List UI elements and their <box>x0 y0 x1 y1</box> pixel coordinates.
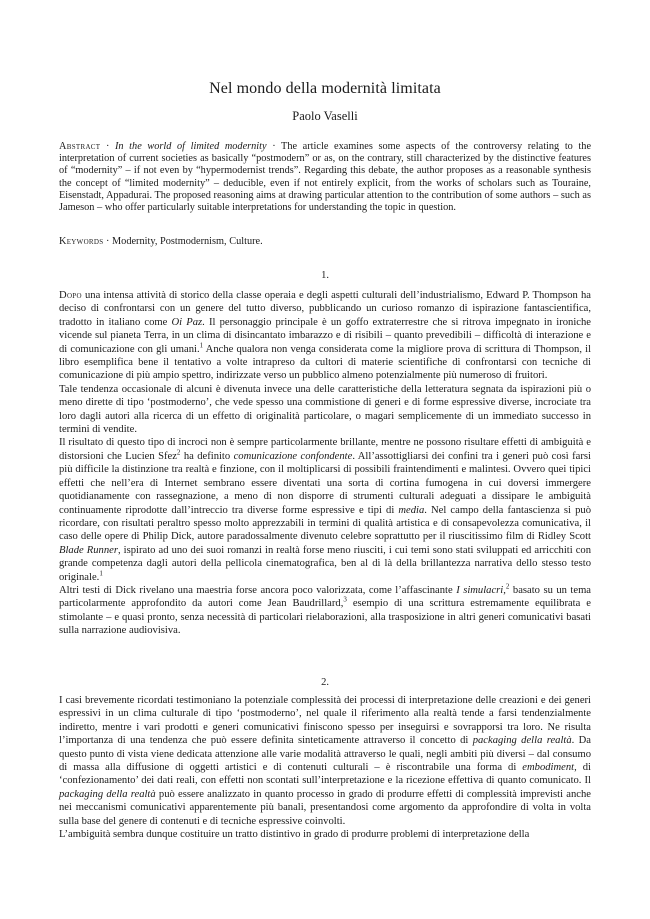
paragraph-dropcap: Dopo <box>59 290 82 301</box>
text-run: basato su un tema particolarmente approfondito da autori come Jean Baudrillard, <box>59 584 592 610</box>
italic-run: embodiment <box>522 762 575 774</box>
text-run: una intensa attività di storico della classe operaia e degli aspetti culturali dell’industrialismo, Edward P. Thompson ha deciso di confrontarsi con un genere del tutto diverso, pubblicando un curioso romanzo di ispirazione fantascientifica, tradotto in italiano come <box>59 290 591 328</box>
abstract-english-title: In the world of limited modernity <box>115 141 267 152</box>
footnote-ref: 3 <box>343 595 347 604</box>
italic-run: packaging della realtà <box>472 735 572 747</box>
section-2-number: 2. <box>321 677 329 688</box>
paragraph <box>59 694 591 828</box>
paragraph <box>59 584 591 638</box>
text-run: . Da questo punto di vista viene dedicata attenzione alle varie modalità attraverso le quali, negli ambiti più diversi – dal consumo di massa alla diffusione di oggetti artistici e di contenuti culturali – è riscontrabile una forma di <box>59 735 591 774</box>
text-run: , ispirato ad uno dei suoi romanzi in realtà forse meno riusciti, i cui temi sono stati sviluppati ed arricchiti con grande competenza dagli autori della pellicola cinematografica, ben al di là della brillantezza narrativa dello stesso testo originale. <box>59 544 591 583</box>
abstract-separator: · <box>100 141 115 152</box>
text-run: può essere analizzato in quanto processo in grado di produrre effetti di complessità imprevisti anche nei meccanismi comunicativi apparentemente più banali, presentandosi come argomento da approfondire di volta in volta sulla base del genere di contenuti e di tecniche espressive coinvolti. <box>59 788 591 827</box>
text-run: esempio di una scrittura estremamente equilibrata e stimolante – e quasi pronto, senza necessità di particolari rielaborazioni, alla trasposizione in altri generi comunicativi basati sulla narrazione audiovisiva. <box>59 598 591 637</box>
text-run: ha definito <box>180 450 234 462</box>
section-1-body <box>59 289 591 638</box>
footnote-ref: 1 <box>199 341 204 350</box>
footnote-ref: 2 <box>176 448 181 457</box>
section-1-number: 1. <box>321 270 329 281</box>
section-2-body <box>59 694 591 841</box>
text-run: Anche qualora non venga considerata come la migliore prova di scrittura di Thompson, il libro esemplifica bene il tentativo a volte intrapreso da cultori di materie scientifiche di confrontarsi con tecniche di comunicazione di più ampio spettro, indirizzate verso un pubblico almeno potenzialmente più numeroso di fruitori. <box>59 343 592 382</box>
abstract-text: · The article examines some aspects of the controversy relating to the interpretation of current societies as basically “postmodern” or as, on the contrary, still characterized by the distinctive features of “modernity” – if not even by “hypermodernist trends”. Regarding this debate, the author proposes as a reasonable synthesis the concept of “limited modernity” – deducible, even if not entirely explicit, from the works of scholars such as Touraine, Eisenstadt, Appadurai. The proposed reasoning aims at drawing particular attention to the contribution of some authors – such as Jameson – who offer particularly suitable interpretations for understanding the topic in question. <box>59 141 592 214</box>
keywords-text: · Modernity, Postmodernism, Culture. <box>103 236 263 247</box>
text-run: , di ‘confezionamento’ dei dati reali, con effetti non scontati sull’interpretazione e la ricezione effettiva di quanto comunicato. Il <box>59 762 591 787</box>
text-run: Altri testi di Dick rivelano una maestria forse ancora poco valorizzata, come l’affascinante <box>59 584 457 596</box>
keywords <box>59 236 591 248</box>
text-run: Il risultato di questo tipo di incroci non è sempre particolarmente brillante, mentre ne possono risultare effetti di ambiguità e distorsioni che Lucien Sfez <box>59 437 591 462</box>
text-run: , <box>503 584 506 596</box>
italic-run: comunicazione confondente <box>233 450 353 462</box>
abstract <box>59 141 591 214</box>
italic-run: packaging della realtà <box>59 788 156 800</box>
text-run: . Nel campo della fantascienza si può ricordare, con risultati peraltro spesso molto apprezzabili in termini di qualità artistica e di consapevolezza comunicativa, il caso delle opere di Philip Dick, autore paradossalmente divenuto celebre soprattutto per il riuscitissimo film di Ridley Scott <box>59 504 591 543</box>
paragraph <box>59 436 591 583</box>
article-author: Paolo Vaselli <box>292 109 358 123</box>
footnote-ref: 2 <box>505 582 510 591</box>
italic-run: media <box>398 504 425 516</box>
article-title: Nel mondo della modernità limitata <box>209 80 441 97</box>
paragraph: Tale tendenza occasionale di alcuni è divenuta invece una delle caratteristiche della letteratura segnata da ispirazioni più o meno dirette di tipo ‘postmoderno’, che vede spesso una commistione di generi e di forme espressive diverse, incrociate tra loro dagli autori alla ricerca di un effetto di originalità particolare, o magari semplicemente di un immediato successo in termini di vendite. <box>59 383 591 436</box>
paragraph: L’ambiguità sembra dunque costituire un tratto distintivo in grado di produrre problemi di interpretazione della <box>59 829 530 841</box>
footnote-ref: 1 <box>99 569 103 577</box>
abstract-label: Abstract <box>59 141 101 152</box>
keywords-label: Keywords <box>59 236 104 247</box>
italic-run: Blade Runner <box>59 544 118 556</box>
text-run: . All’assottigliarsi dei confini tra i generi può così farsi più difficile la distinzione tra realtà e finzione, con il moltiplicarsi di possibili fraintendimenti e malintesi. Ovvero quei tipici effetti che nell’era di Internet sembrano essere diventati una sorta di cortina fumogena in cui doversi immergere quotidianamente con rassegnazione, a meno di non disporre di strumenti culturali adeguati a dissipare le ambiguità continuamente riprodotte dall’intreccio tra diverse forme espressive e tipi di <box>59 450 591 516</box>
italic-run: I simulacri <box>456 584 504 596</box>
text-run: I casi brevemente ricordati testimoniano la potenziale complessità dei processi di interpretazione delle creazioni e dei generi espressivi in un clima culturale di tipo ‘postmoderno’, nel quale il riferimento alla realtà tende a farsi tendenzialmente indiretto, mentre i vari prodotti e generi comunicativi finiscono spesso per inseguirsi e sovrapporsi tra loro. Ne risulta l’importanza di una tendenza che può essere definita sinteticamente attraverso il concetto di <box>59 695 591 747</box>
paragraph <box>59 289 591 383</box>
italic-run: Oi Paz <box>171 316 203 328</box>
text-run: . Il personaggio principale è un goffo extraterrestre che si ritrova impegnato in ironiche vicende sul pianeta Terra, in un clima di disincantato imbarazzo e di risibili – quanto prevedibili – difficoltà di interazione e di comunicazione con gli umani. <box>59 316 591 355</box>
